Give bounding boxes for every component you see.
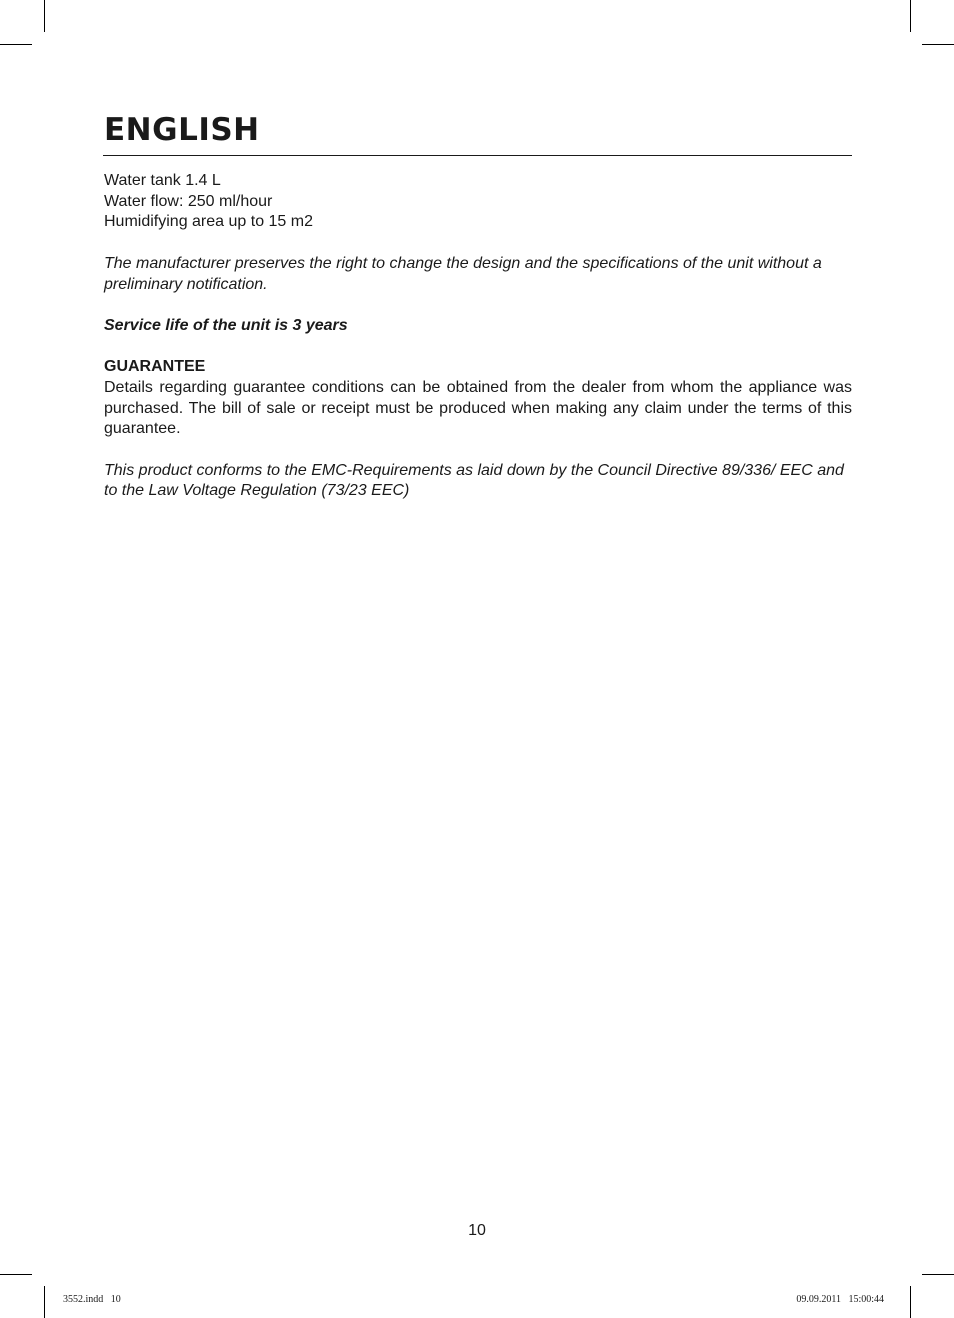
slug-timestamp: 09.09.2011 15:00:44 xyxy=(796,1294,884,1305)
spec-humidifying-area: Humidifying area up to 15 m2 xyxy=(104,213,313,231)
page-heading: ENGLISH xyxy=(104,112,260,148)
spec-water-tank: Water tank 1.4 L xyxy=(104,172,221,189)
crop-mark-bottom-right-vertical xyxy=(910,1286,911,1318)
crop-mark-bottom-left-vertical xyxy=(44,1286,45,1318)
heading-divider xyxy=(103,155,852,156)
crop-mark-top-right-vertical xyxy=(910,0,911,32)
document-body xyxy=(104,171,852,502)
spacer xyxy=(104,295,852,316)
manufacturer-rights-notice: The manufacturer preserves the right to change the design and the specifications of the unit without a preliminary notification. xyxy=(104,254,822,293)
spec-water-flow: Water flow: 250 ml/hour xyxy=(104,192,273,210)
crop-mark-bottom-right-horizontal xyxy=(922,1274,954,1275)
conformity-notice: This product conforms to the EMC-Requirements as laid down by the Council Directive 89/336/ EEC and to the Law Voltage Regulation (73/23 EEC) xyxy=(104,461,844,500)
crop-mark-bottom-left-horizontal xyxy=(0,1274,32,1275)
guarantee-text: Details regarding guarantee conditions can be obtained from the dealer from whom the appliance was purchased. The bill of sale or receipt must be produced when making any claim under the terms of this guarantee. xyxy=(104,378,852,438)
crop-mark-top-right-horizontal xyxy=(922,44,954,45)
spacer xyxy=(104,440,852,461)
service-life-notice: Service life of the unit is 3 years xyxy=(104,316,348,334)
spacer xyxy=(104,233,852,254)
crop-mark-top-left-vertical xyxy=(44,0,45,32)
slug-file: 3552.indd 10 xyxy=(63,1294,121,1305)
spacer xyxy=(104,337,852,358)
crop-mark-top-left-horizontal xyxy=(0,44,32,45)
page-number: 10 xyxy=(468,1222,486,1239)
guarantee-title: GUARANTEE xyxy=(104,358,206,376)
